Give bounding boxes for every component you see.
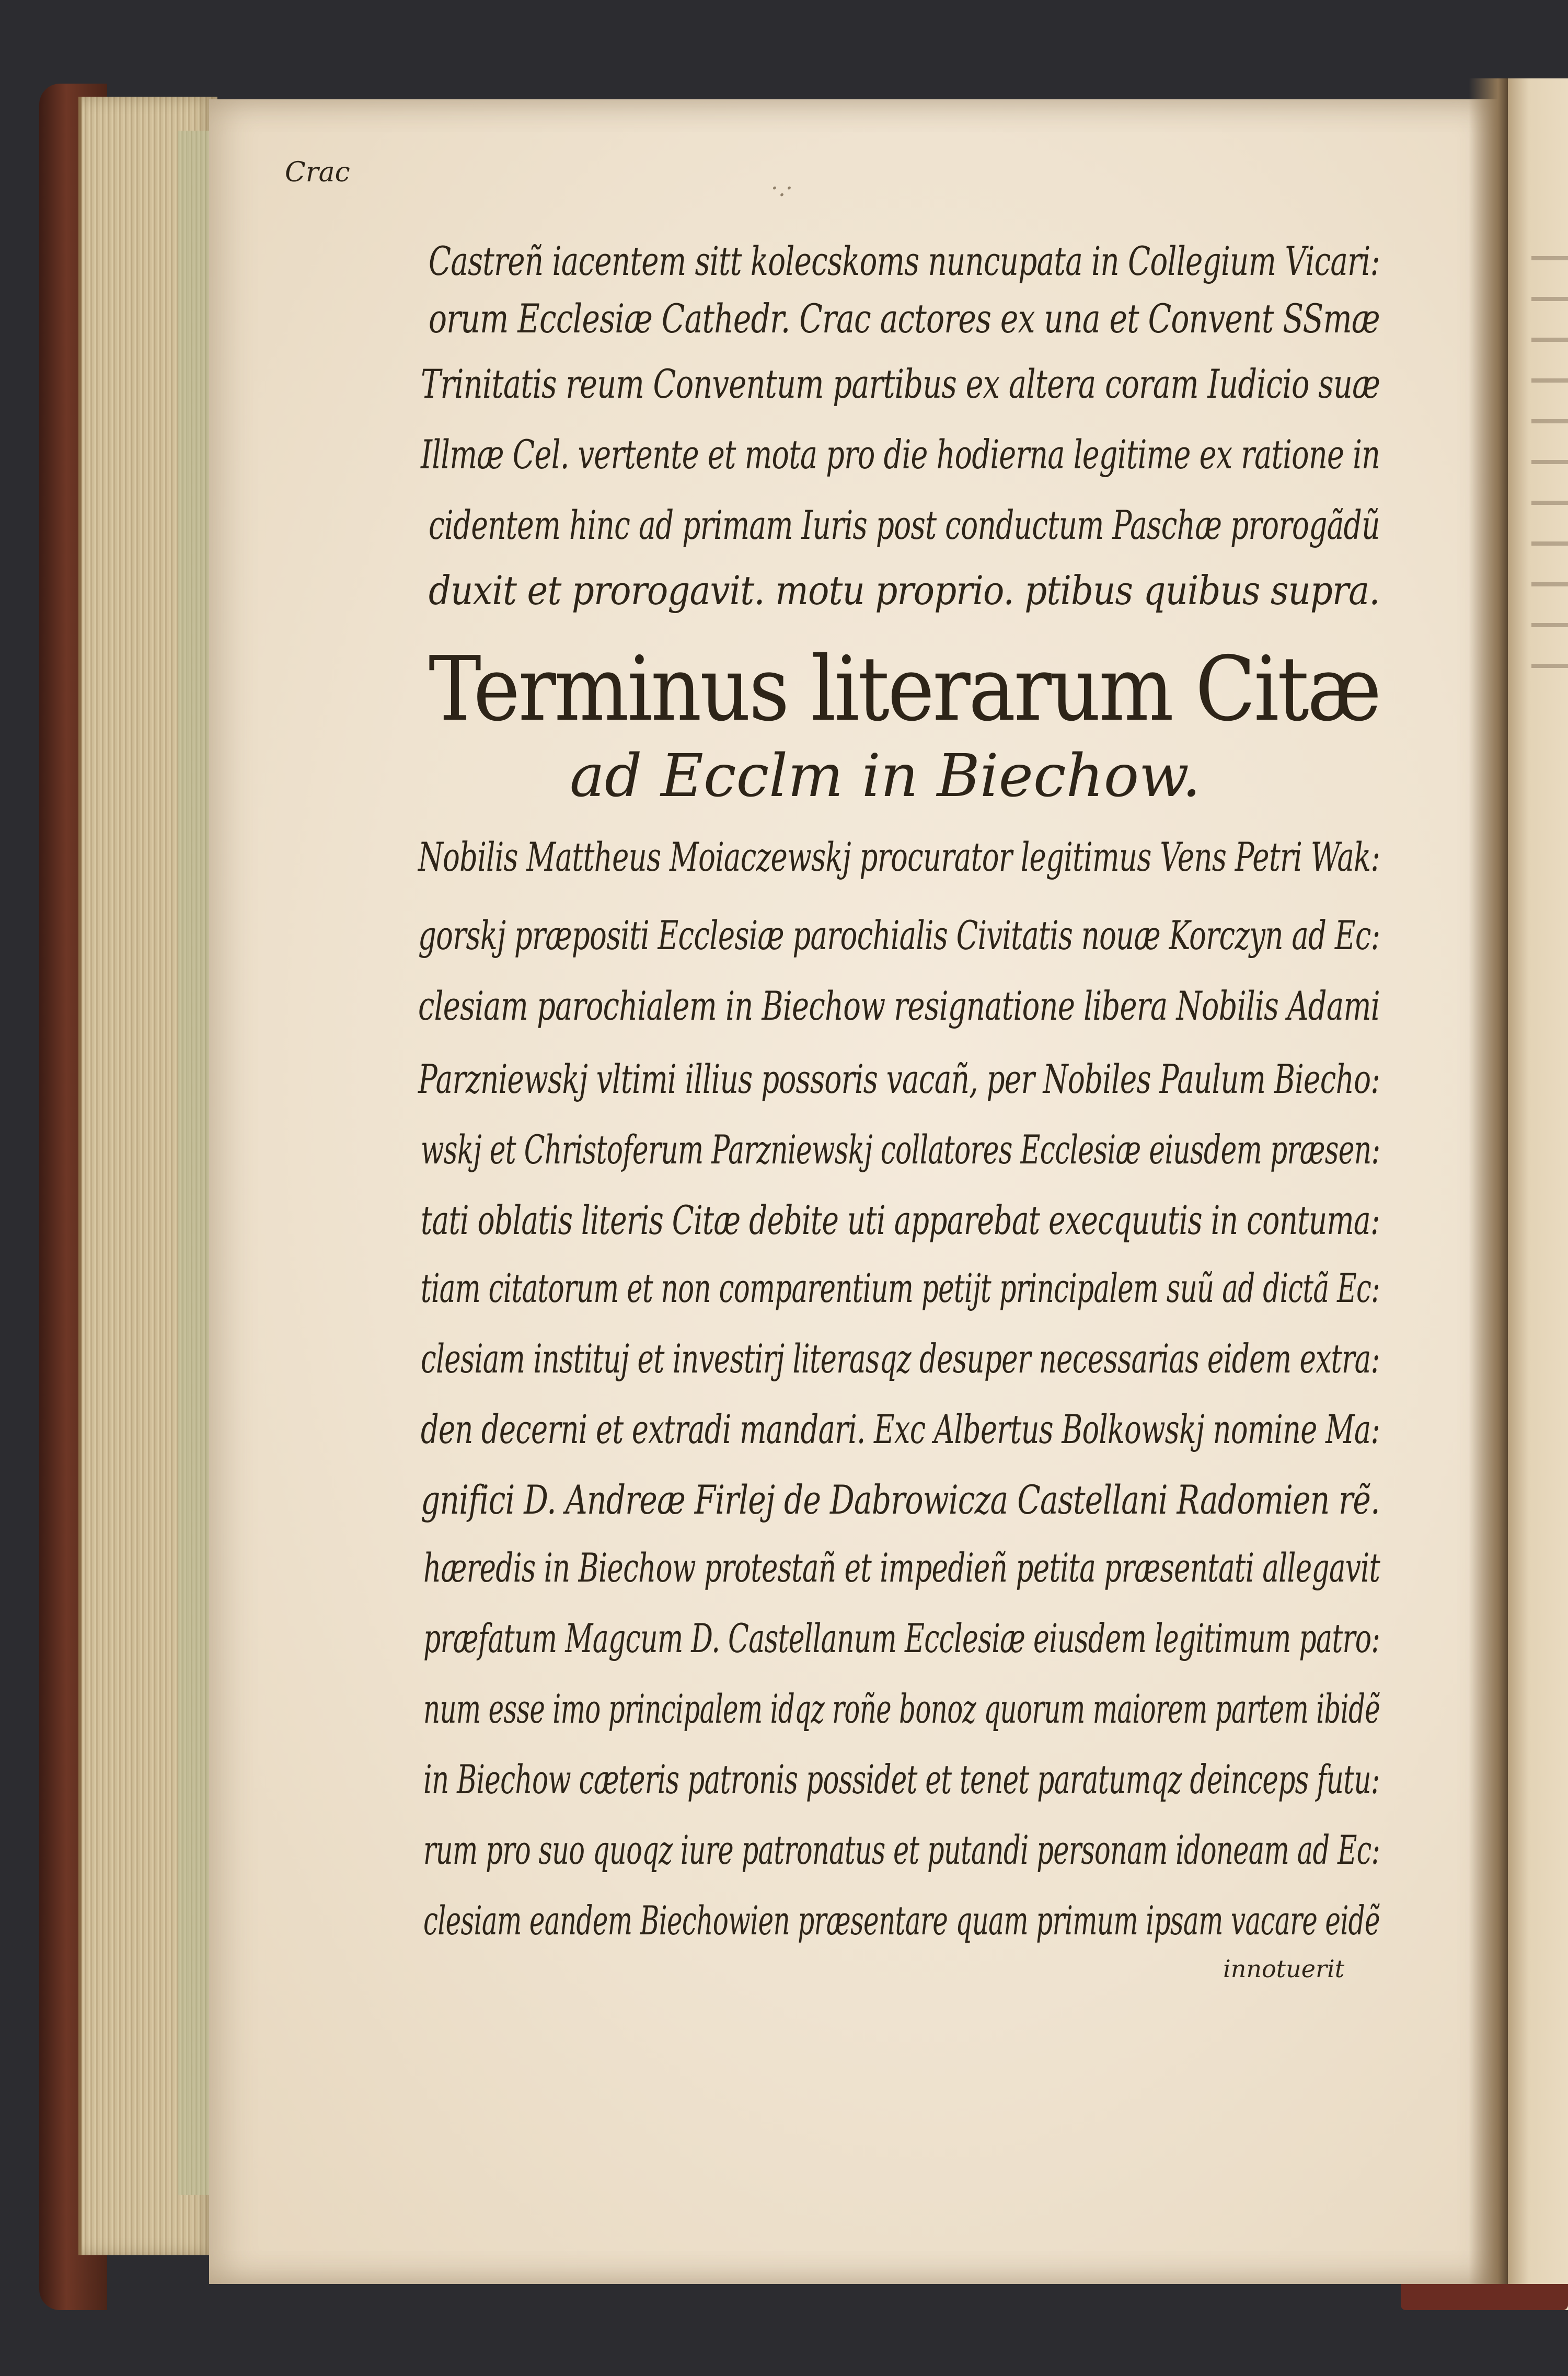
text-line: clesiam eandem Biechowien præsentare quam primum ipsam vacare eidẽ [423,1897,1380,1944]
text-line: cidentem hinc ad primam Iuris post conductum Paschæ prorogãdũ [429,502,1380,548]
text-line: rum pro suo quoqz iure patronatus et putandi personam idoneam ad Ec: [423,1827,1380,1873]
text-line: Illmæ Cel. vertente et mota pro die hodierna legitime ex ratione in [421,431,1380,478]
section-heading: Terminus literarum Citæ [429,638,1380,741]
section-heading-subtitle: ad Ecclm in Biechow. [570,742,1201,810]
catchword: innotuerit [1223,1955,1345,1983]
text-line: præfatum Magcum D. Castellanum Ecclesiæ eiusdem legitimum patro: [423,1615,1380,1662]
text-line: tati oblatis literis Citæ debite uti apparebat execquutis in contuma: [421,1197,1380,1243]
text-line: duxit et prorogavit. motu proprio. ptibus quibus supra. [429,567,1380,614]
facing-page-ink [1531,220,1568,690]
text-line: orum Ecclesiæ Cathedr. Crac actores ex una et Convent SSmæ [429,295,1380,342]
text-line: clesiam parochialem in Biechow resignatione libera Nobilis Adami [418,983,1380,1029]
text-line: wskj et Christoferum Parzniewskj collatores Ecclesiæ eiusdem præsen: [421,1126,1380,1173]
text-line: num esse imo principalem idqz roñe bonoz quorum maiorem partem ibidẽ [423,1686,1380,1732]
text-line: tiam citatorum et non comparentium petijt principalem suũ ad dictã Ec: [421,1265,1380,1311]
text-line: clesiam instituj et investirj literasqz desuper necessarias eidem extra: [421,1335,1380,1382]
text-line: Parzniewskj vltimi illius possoris vacañ, per Nobiles Paulum Biecho: [418,1056,1380,1102]
ink-smudge: ·.· [771,175,793,202]
text-line: in Biechow cæteris patronis possidet et tenet paratumqz deinceps futu: [423,1756,1380,1803]
text-line: gnifici D. Andreæ Firlej de Dabrowicza Castellani Radomien rẽ. [421,1477,1380,1523]
corner-note: Crac [285,157,350,188]
text-line: Castreñ iacentem sitt kolecskoms nuncupata in Collegium Vicari: [429,238,1380,284]
text-line: hæredis in Biechow protestañ et impedieñ petita præsentati allegavit [423,1544,1380,1591]
text-line: den decerni et extradi mandari. Exc Albertus Bolkowskj nomine Ma: [421,1406,1380,1452]
text-line: Trinitatis reum Conventum partibus ex altera coram Iudicio suæ [421,361,1380,407]
text-line: Nobilis Mattheus Moiaczewskj procurator legitimus Vens Petri Wak: [418,834,1380,880]
gutter-shadow [1469,78,1511,2300]
text-line: gorskj præpositi Ecclesiæ parochialis Civitatis nouæ Korczyn ad Ec: [418,912,1380,959]
binding-corner [1401,2284,1568,2310]
